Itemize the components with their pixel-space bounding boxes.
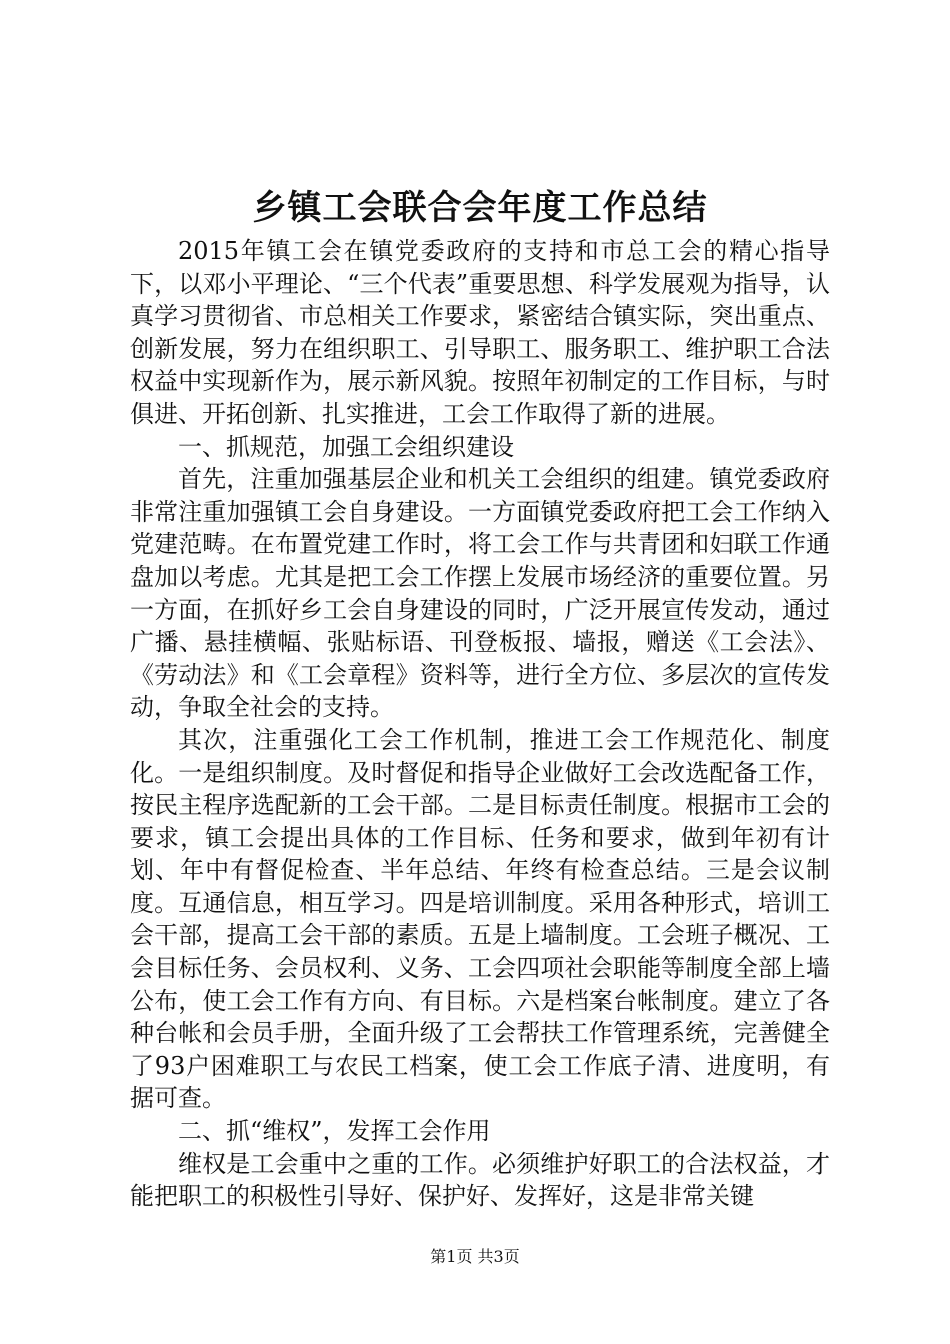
intro-paragraph: 2015年镇工会在镇党委政府的支持和市总工会的精心指导下，以邓小平理论、“三个代表”重要思想、科学发展观为指导，认真学习贯彻省、市总相关工作要求，紧密结合镇实际，突出重点、创新发展，努力在组织职工、引导职工、服务职工、维护职工合法权益中实现新作为，展示新风貌。按照年初制定的工作目标，与时俱进、开拓创新、扎实推进，工会工作取得了新的进展。 bbox=[130, 237, 830, 428]
section-heading-2: 二、抓“维权”，发挥工会作用 bbox=[178, 1117, 491, 1146]
page-number: 第1页 共3页 bbox=[430, 1247, 520, 1266]
section-2-paragraph-1: 维权是工会重中之重的工作。必须维护好职工的合法权益，才能把职工的积极性引导好、保护好、发挥好，这是非常关键 bbox=[130, 1149, 830, 1211]
page-footer bbox=[0, 1246, 950, 1268]
section-1-paragraph-1: 首先，注重加强基层企业和机关工会组织的组建。镇党委政府非常注重加强镇工会自身建设。一方面镇党委政府把工会工作纳入党建范畴。在布置党建工作时，将工会工作与共青团和妇联工作通盘加以考虑。尤其是把工会工作摆上发展市场经济的重要位置。另一方面，在抓好乡工会自身建设的同时，广泛开展宣传发动，通过广播、悬挂横幅、张贴标语、刊登板报、墙报，赠送《工会法》、《劳动法》和《工会章程》资料等，进行全方位、多层次的宣传发动，争取全社会的支持。 bbox=[130, 465, 830, 722]
document-page bbox=[130, 185, 830, 1213]
document-title: 乡镇工会联合会年度工作总结 bbox=[252, 188, 708, 228]
section-1-paragraph-2: 其次，注重强化工会工作机制，推进工会工作规范化、制度化。一是组织制度。及时督促和指导企业做好工会改选配备工作，按民主程序选配新的工会干部。二是目标责任制度。根据市工会的要求，镇工会提出具体的工作目标、任务和要求，做到年初有计划、年中有督促检查、半年总结、年终有检查总结。三是会议制度。互通信息，相互学习。四是培训制度。采用各种形式，培训工会干部，提高工会干部的素质。五是上墙制度。工会班子概况、工会目标任务、会员权利、义务、工会四项社会职能等制度全部上墙公布，使工会工作有方向、有目标。六是档案台帐制度。建立了各种台帐和会员手册，全面升级了工会帮扶工作管理系统，完善健全了93户困难职工与农民工档案，使工会工作底子清、进度明，有据可查。 bbox=[130, 725, 830, 1113]
section-heading-1: 一、抓规范，加强工会组织建设 bbox=[178, 432, 514, 461]
